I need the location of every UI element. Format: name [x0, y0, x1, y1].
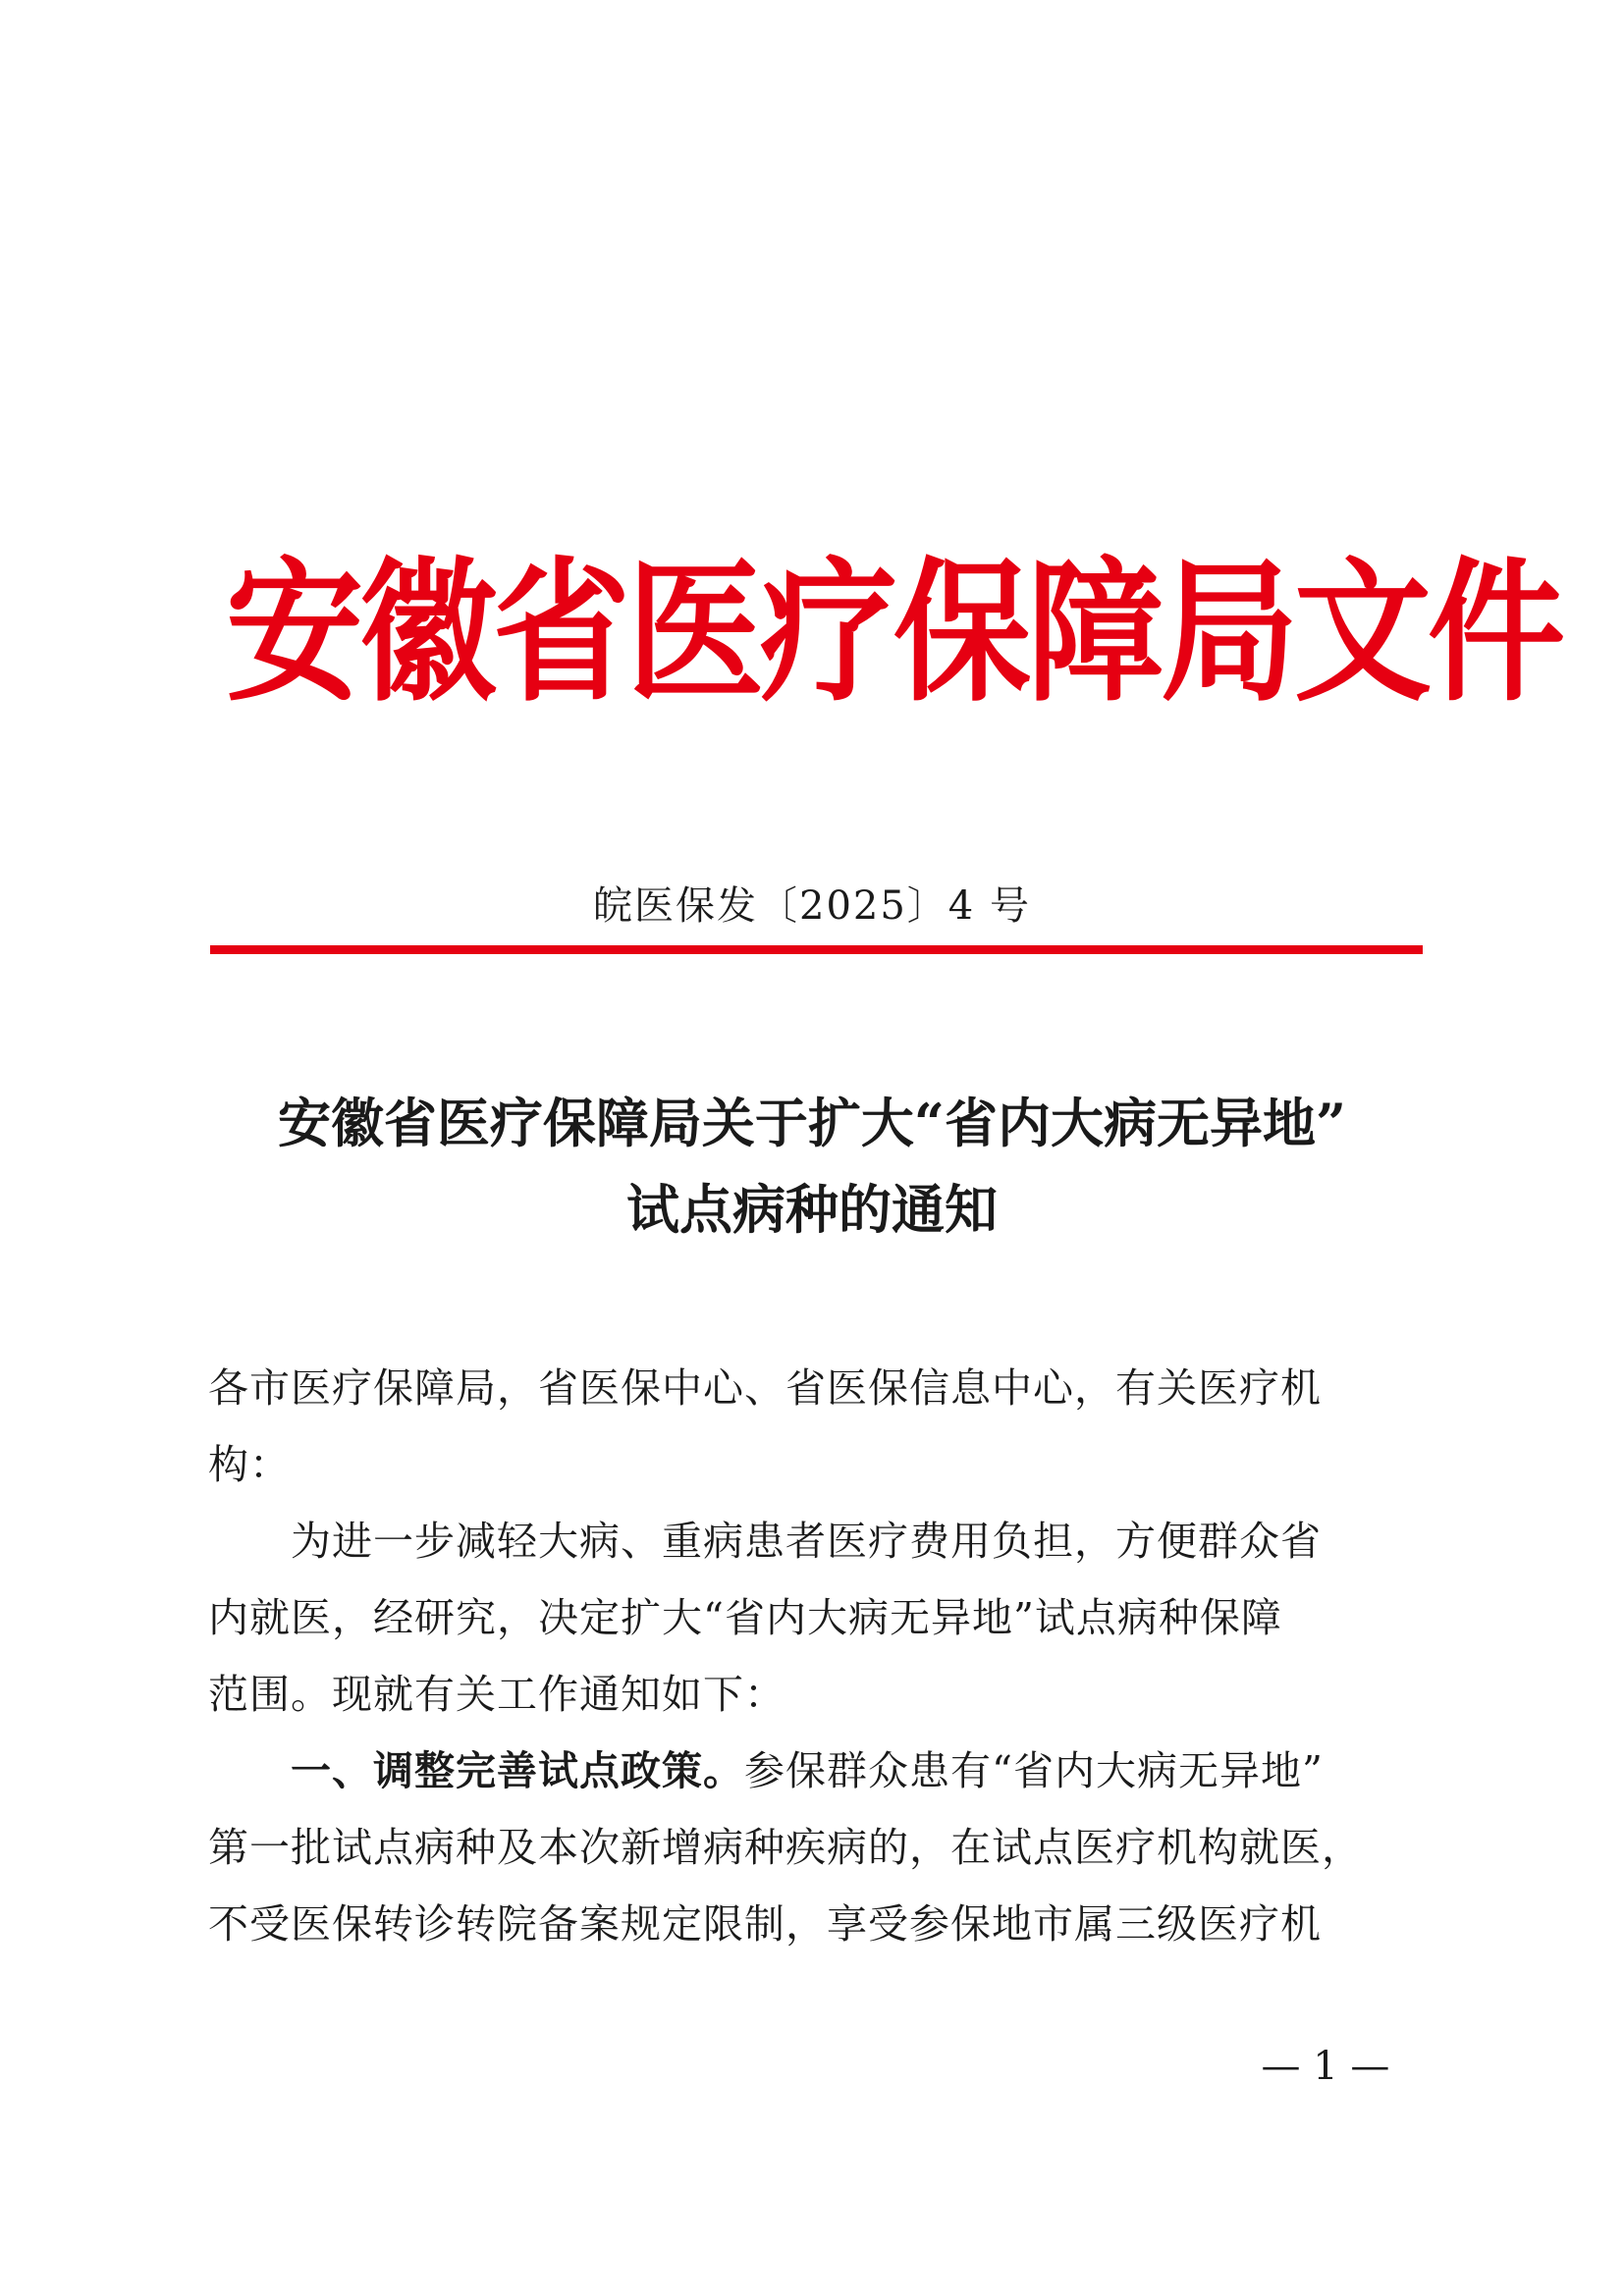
document-body — [208, 1350, 1396, 1962]
notice-title — [177, 1080, 1447, 1253]
section-1-line-2: 第一批试点病种及本次新增病种疾病的，在试点医疗机构就医， — [208, 1824, 1363, 1871]
section-1-line-3: 不受医保转诊转院备案规定限制，享受参保地市属三级医疗机 — [208, 1900, 1322, 1948]
addressee-line-2: 构： — [208, 1441, 291, 1488]
paragraph-1-line-3: 范围。现就有关工作通知如下： — [208, 1671, 785, 1718]
page-number: — 1 — — [1261, 2044, 1390, 2089]
notice-title-line-1: 安徽省医疗保障局关于扩大“省内大病无异地” — [277, 1092, 1347, 1154]
paragraph-1-line-2: 内就医，经研究，决定扩大“省内大病无异地”试点病种保障 — [208, 1594, 1282, 1641]
paragraph-1-line-1: 为进一步减轻大病、重病患者医疗费用负担，方便群众省 — [291, 1518, 1322, 1565]
letterhead-title: 安徽省医疗保障局文件 — [226, 543, 1562, 723]
notice-title-line-2: 试点病种的通知 — [626, 1178, 998, 1241]
section-1-text: 参保群众患有“省内大病无异地” — [744, 1747, 1324, 1794]
document-number: 皖医保发〔2025〕4 号 — [593, 883, 1031, 929]
red-divider-line — [210, 945, 1423, 954]
section-1-heading: 一、调整完善试点政策。 — [291, 1747, 744, 1794]
addressee-line-1: 各市医疗保障局，省医保中心、省医保信息中心，有关医疗机 — [208, 1364, 1322, 1412]
section-1-line-1 — [208, 1733, 1396, 1809]
